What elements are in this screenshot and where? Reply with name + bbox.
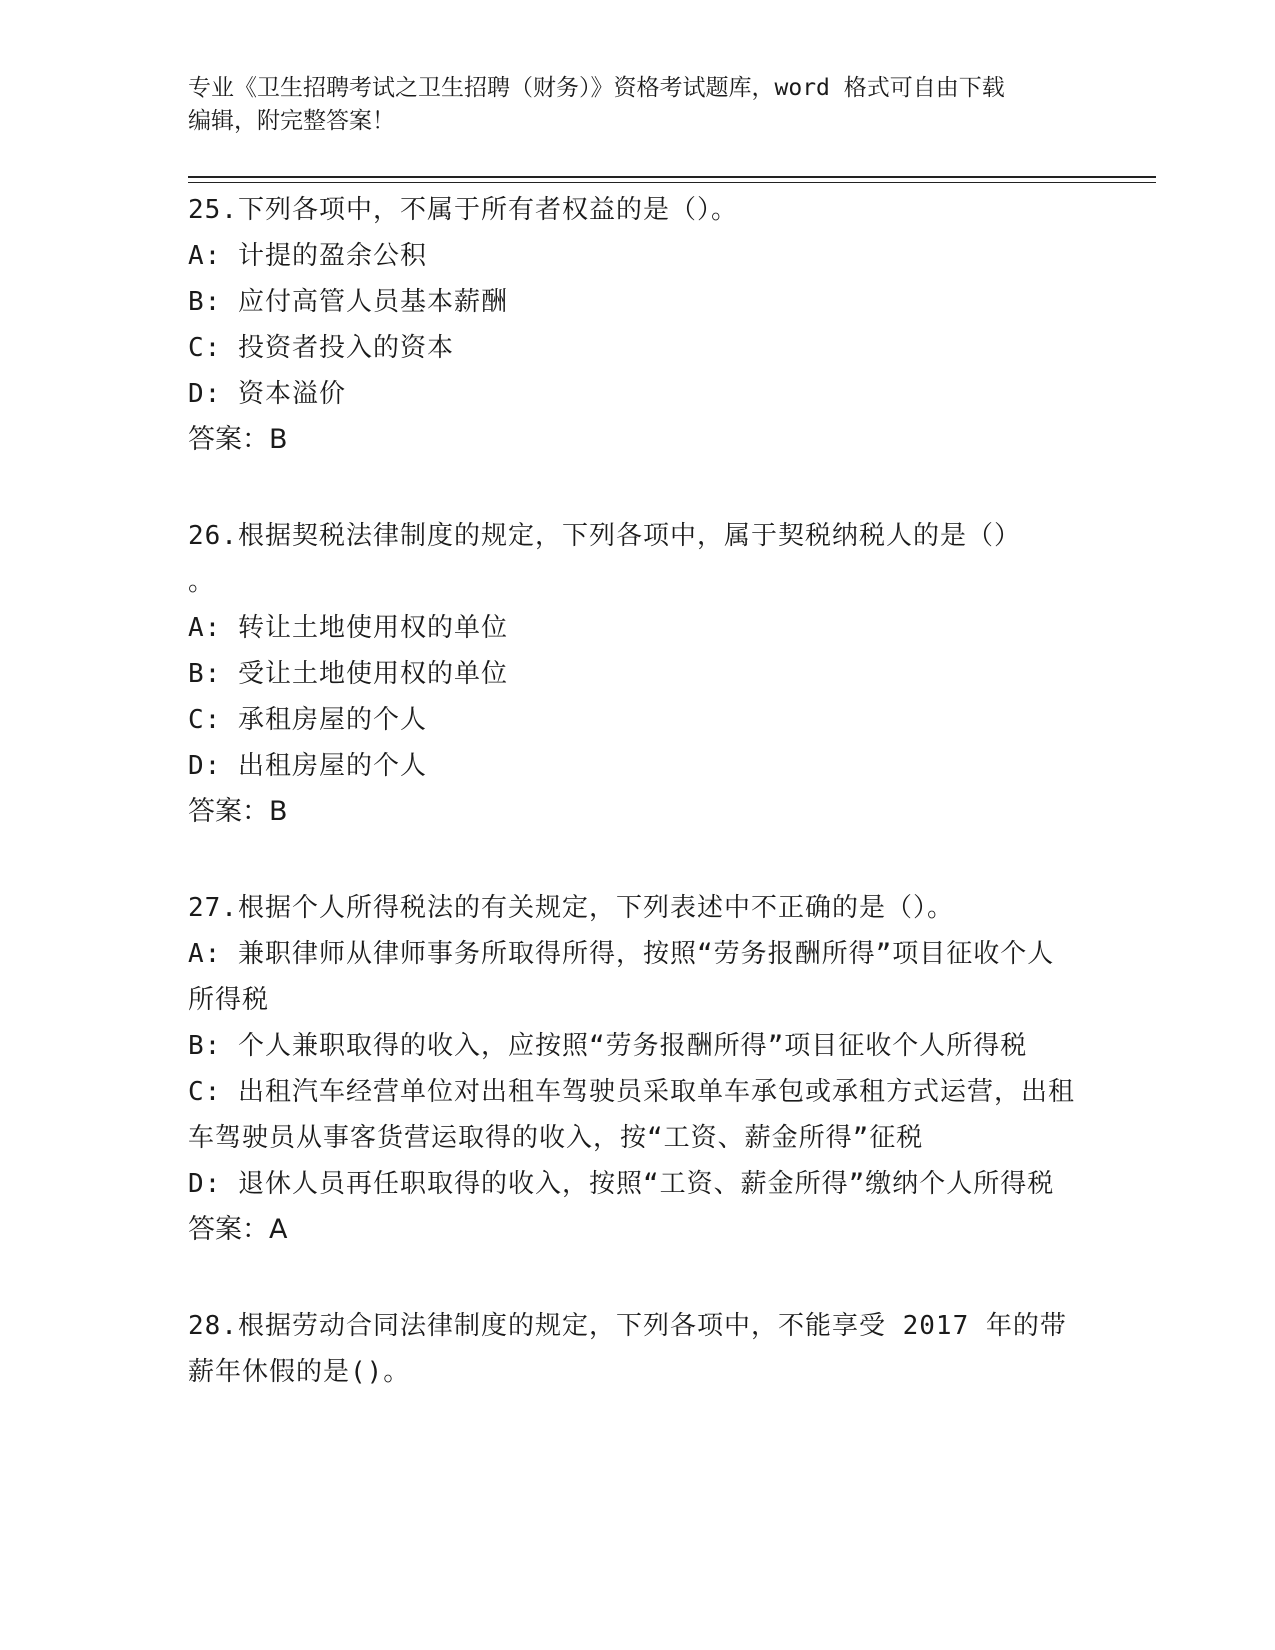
question-stem: 28.根据劳动合同法律制度的规定，下列各项中，不能享受 2017 年的带薪年休假的是()。 bbox=[188, 1311, 1067, 1387]
question-list bbox=[188, 187, 1078, 1445]
question-28 bbox=[188, 1303, 1078, 1395]
answer: 答案：B bbox=[188, 424, 288, 455]
question-26 bbox=[188, 513, 1078, 835]
header-line-2: 编辑，附完整答案！ bbox=[188, 108, 395, 134]
question-stem: 27.根据个人所得税法的有关规定，下列表述中不正确的是（）。 bbox=[188, 893, 954, 923]
option-c: C: 投资者投入的资本 bbox=[188, 333, 454, 363]
option-d: D: 资本溢价 bbox=[188, 379, 346, 409]
answer: 答案：B bbox=[188, 796, 288, 827]
question-25 bbox=[188, 187, 1078, 463]
option-c: C: 承租房屋的个人 bbox=[188, 705, 427, 735]
header-line-1: 专业《卫生招聘考试之卫生招聘（财务）》资格考试题库，word 格式可自由下载 bbox=[188, 75, 1005, 101]
page-header bbox=[188, 72, 1078, 138]
question-stem: 26.根据契税法律制度的规定，下列各项中，属于契税纳税人的是（） bbox=[188, 521, 1021, 551]
option-d: D: 退休人员再任职取得的收入，按照“工资、薪金所得”缴纳个人所得税 bbox=[188, 1169, 1055, 1199]
option-a: A: 兼职律师从律师事务所取得所得，按照“劳务报酬所得”项目征收个人所得税 bbox=[188, 939, 1055, 1015]
question-27 bbox=[188, 885, 1078, 1253]
option-a: A: 转让土地使用权的单位 bbox=[188, 613, 508, 643]
option-a: A: 计提的盈余公积 bbox=[188, 241, 427, 271]
question-stem: 25.下列各项中，不属于所有者权益的是（）。 bbox=[188, 195, 738, 225]
header-divider bbox=[188, 176, 1156, 183]
option-b: B: 应付高管人员基本薪酬 bbox=[188, 287, 508, 317]
question-stem-continuation: 。 bbox=[188, 567, 216, 597]
option-c: C: 出租汽车经营单位对出租车驾驶员采取单车承包或承租方式运营，出租车驾驶员从事客货营运取得的收入，按“工资、薪金所得”征税 bbox=[188, 1077, 1075, 1153]
option-b: B: 受让土地使用权的单位 bbox=[188, 659, 508, 689]
option-d: D: 出租房屋的个人 bbox=[188, 751, 427, 781]
answer: 答案：A bbox=[188, 1214, 288, 1245]
option-b: B: 个人兼职取得的收入，应按照“劳务报酬所得”项目征收个人所得税 bbox=[188, 1031, 1028, 1061]
